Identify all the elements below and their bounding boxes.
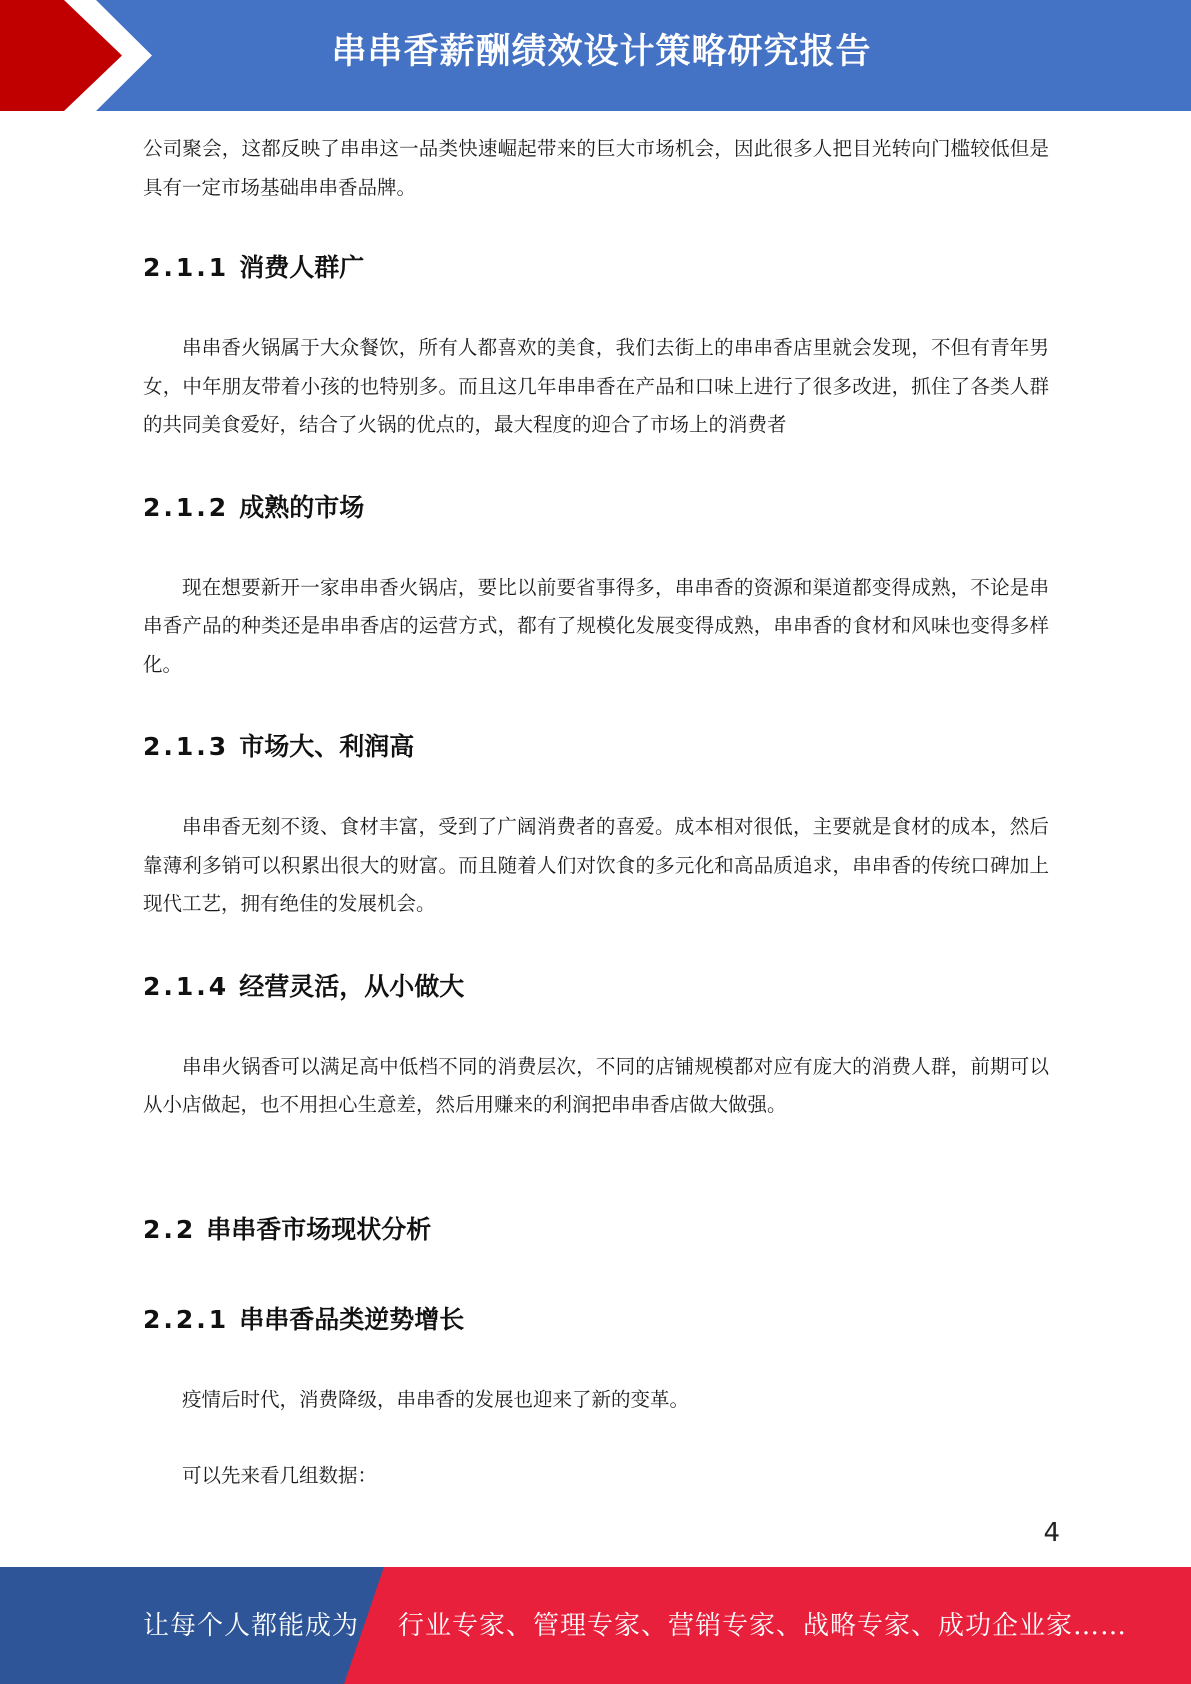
section-paragraph-2-1-1: 串串香火锅属于大众餐饮，所有人都喜欢的美食，我们去街上的串串香店里就会发现，不但有青年男女，中年朋友带着小孩的也特别多。而且这几年串串香在产品和口味上进行了很多改进，抓住了各类人群的共同美食爱好，结合了火锅的优点的，最大程度的迎合了市场上的消费者 xyxy=(143,336,1049,436)
section-number: 2.1.2 xyxy=(143,492,230,522)
section-heading-2-1-3 xyxy=(143,730,1049,764)
page-footer xyxy=(0,1567,1191,1684)
section-heading-2-1-2 xyxy=(143,491,1049,525)
document-body xyxy=(143,130,1049,1496)
intro-paragraph: 公司聚会，这都反映了串串这一品类快速崛起带来的巨大市场机会，因此很多人把目光转向门槛较低但是具有一定市场基础串串香品牌。 xyxy=(143,137,1049,199)
page-number: 4 xyxy=(1043,1518,1060,1548)
footer-slogan-left: 让每个人都能成为 xyxy=(143,1611,360,1641)
section-title: 市场大、利润高 xyxy=(239,732,415,761)
section-paragraph-2-1-4: 串串火锅香可以满足高中低档不同的消费层次，不同的店铺规模都对应有庞大的消费人群，前期可以从小店做起，也不用担心生意差，然后用赚来的利润把串串香店做大做强。 xyxy=(143,1054,1049,1116)
section-heading-2-2-1 xyxy=(143,1303,1049,1337)
section-paragraph-2-2-1-a: 疫情后时代，消费降级，串串香的发展也迎来了新的变革。 xyxy=(182,1387,690,1411)
section-number: 2.1.1 xyxy=(143,253,230,282)
section-paragraph-2-2-1-b: 可以先来看几组数据： xyxy=(182,1464,378,1487)
section-title: 串串香市场现状分析 xyxy=(206,1214,432,1244)
footer-slogan-right: 行业专家、管理专家、营销专家、战略专家、成功企业家…… xyxy=(398,1611,1128,1641)
section-title: 串串香品类逆势增长 xyxy=(239,1304,465,1334)
page-header xyxy=(0,0,1191,111)
section-title: 成熟的市场 xyxy=(239,492,365,522)
section-title: 消费人群广 xyxy=(239,253,365,282)
document-title: 串串香薪酬绩效设计策略研究报告 xyxy=(331,32,872,72)
section-title: 经营灵活，从小做大 xyxy=(239,971,465,1001)
section-heading-2-1-1 xyxy=(143,251,1049,285)
section-number: 2.1.4 xyxy=(143,971,230,1001)
section-heading-2-2 xyxy=(143,1213,1049,1247)
section-number: 2.2.1 xyxy=(143,1304,230,1334)
section-number: 2.1.3 xyxy=(143,732,230,761)
section-paragraph-2-1-2: 现在想要新开一家串串香火锅店，要比以前要省事得多，串串香的资源和渠道都变得成熟，不论是串串香产品的种类还是串串香店的运营方式，都有了规模化发展变得成熟，串串香的食材和风味也变得多样化。 xyxy=(143,575,1049,676)
section-heading-2-1-4 xyxy=(143,970,1049,1004)
section-paragraph-2-1-3: 串串香无刻不烫、食材丰富，受到了广阔消费者的喜爱。成本相对很低，主要就是食材的成本，然后靠薄利多销可以积累出很大的财富。而且随着人们对饮食的多元化和高品质追求，串串香的传统口碑加上现代工艺，拥有绝佳的发展机会。 xyxy=(143,815,1049,915)
section-number: 2.2 xyxy=(143,1214,197,1244)
